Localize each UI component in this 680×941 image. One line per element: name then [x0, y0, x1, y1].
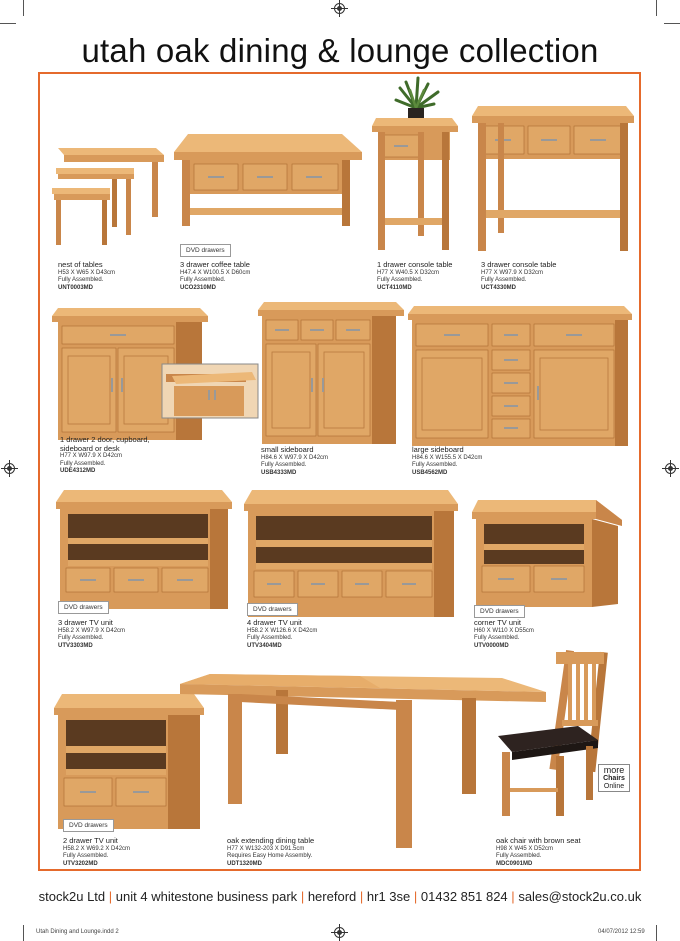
product-caption — [58, 261, 115, 292]
registration-mark-icon — [4, 463, 15, 474]
product-dimensions: H98 X W45 X D52cm — [496, 845, 554, 852]
product-code: UTV3202MD — [63, 860, 98, 867]
registration-mark-icon — [334, 3, 345, 14]
assembly-note: Fully Assembled. — [58, 277, 104, 283]
crop-mark — [664, 23, 680, 24]
separator: | — [359, 889, 364, 904]
single-drawer-console-image — [372, 118, 458, 250]
dvd-drawers-tag: DVD drawers — [474, 605, 525, 618]
product-caption — [180, 261, 250, 292]
coffee-table-image — [172, 132, 364, 232]
product-code: UNT0003MD — [58, 284, 94, 291]
product-dimensions: H77 X W97.9 X D32cm — [481, 269, 544, 276]
product-dimensions: H60 X W110 X D55cm — [474, 627, 534, 634]
corner-tv-unit-image — [472, 500, 622, 610]
product-name: 2 drawer TV unit — [63, 836, 118, 845]
assembly-note: Fully Assembled. — [180, 277, 226, 283]
product-code: UTV3303MD — [58, 642, 93, 649]
product-name: 3 drawer coffee table — [180, 260, 250, 269]
product-name: nest of tables — [58, 260, 103, 269]
product-name: oak extending dining table — [227, 836, 315, 845]
assembly-note: Fully Assembled. — [412, 462, 458, 468]
product-name: 3 drawer TV unit — [58, 618, 113, 627]
dvd-drawers-tag: DVD drawers — [180, 244, 231, 257]
product-code: USB4333MD — [261, 469, 297, 476]
assembly-note: Fully Assembled. — [63, 853, 109, 859]
assembly-note: Requires Easy Home Assembly. — [227, 853, 313, 859]
assembly-note: Fully Assembled. — [377, 277, 423, 283]
assembly-note: Fully Assembled. — [474, 635, 520, 641]
product-caption — [261, 446, 328, 477]
crop-mark — [23, 925, 24, 941]
product-dimensions: H77 X W97.9 X D42cm — [60, 453, 123, 459]
product-dimensions: H53 X W65 X D43cm — [58, 269, 116, 276]
product-dimensions: H58.2 X W69.2 X D42cm — [63, 845, 131, 852]
four-drawer-tv-unit-image — [244, 490, 458, 620]
product-caption — [247, 619, 317, 650]
oak-chair-image — [494, 648, 610, 820]
assembly-note: Fully Assembled. — [247, 635, 293, 641]
product-code: UCO2310MD — [180, 284, 217, 291]
three-drawer-console-image — [472, 106, 634, 252]
product-code: MDC0901MD — [496, 860, 533, 867]
product-name-line1: 1 drawer 2 door, cupboard, — [60, 435, 150, 444]
product-caption — [412, 446, 482, 477]
assembly-note: Fully Assembled. — [496, 853, 542, 859]
product-caption — [227, 837, 314, 868]
nest-of-tables-image — [52, 140, 167, 250]
separator: | — [511, 889, 515, 904]
product-dimensions: H77 X W40.5 X D32cm — [377, 269, 440, 276]
product-code: UDE4312MD — [60, 468, 96, 474]
large-sideboard-image — [408, 306, 632, 448]
assembly-note: Fully Assembled. — [60, 460, 106, 467]
product-name: 3 drawer console table — [481, 260, 557, 269]
product-caption — [474, 619, 534, 650]
contact-footer — [0, 889, 680, 904]
dvd-drawers-tag: DVD drawers — [247, 603, 298, 616]
product-dimensions: H84.6 X W97.9 X D42cm — [261, 454, 329, 461]
product-name: corner TV unit — [474, 618, 521, 627]
small-sideboard-image — [258, 302, 404, 446]
product-code: UCT4330MD — [481, 284, 517, 291]
assembly-note: Fully Assembled. — [261, 462, 307, 468]
crop-mark — [0, 23, 16, 24]
product-name: oak chair with brown seat — [496, 836, 581, 845]
product-code: UDT1320MD — [227, 860, 263, 867]
crop-mark — [656, 925, 657, 941]
product-code: USB4562MD — [412, 469, 448, 476]
product-name: small sideboard — [261, 445, 314, 454]
assembly-note: Fully Assembled. — [58, 635, 104, 641]
product-dimensions: H47.4 X W100.5 X D60cm — [180, 269, 251, 276]
company-name: stock2u Ltd — [38, 889, 106, 904]
dvd-drawers-tag: DVD drawers — [58, 601, 109, 614]
address: unit 4 whitestone business park — [115, 889, 298, 904]
product-caption — [60, 436, 150, 476]
print-slug-filename: Utah Dining and Lounge.indd 2 — [36, 929, 119, 935]
product-name-line2: sideboard or desk — [60, 443, 120, 453]
separator: | — [413, 889, 418, 904]
extending-dining-table-image — [180, 668, 548, 850]
print-slug-date: 04/07/2012 12:59 — [598, 929, 645, 935]
online-label: Online — [603, 782, 625, 790]
product-name: 1 drawer console table — [377, 260, 453, 269]
assembly-note: Fully Assembled. — [481, 277, 527, 283]
product-caption — [63, 837, 130, 868]
registration-mark-icon — [334, 927, 345, 938]
more-label: more — [603, 765, 625, 775]
product-dimensions: H77 X W132-203 X D91.5cm — [227, 845, 305, 852]
page-title: utah oak dining & lounge collection — [81, 32, 599, 69]
separator: | — [300, 889, 305, 904]
product-name: large sideboard — [412, 445, 464, 454]
phone-number: 01432 851 824 — [420, 889, 508, 904]
product-dimensions: H84.6 X W155.5 X D42cm — [412, 454, 483, 461]
chairs-label: Chairs — [603, 775, 625, 782]
product-dimensions: H58.2 X W97.9 X D42cm — [58, 627, 126, 634]
product-code: UTV0000MD — [474, 642, 509, 649]
product-caption — [58, 619, 125, 650]
crop-mark — [656, 0, 657, 16]
email-address[interactable]: sales@stock2u.co.uk — [518, 889, 642, 904]
separator: | — [108, 889, 113, 904]
town: hereford — [307, 889, 357, 904]
product-caption — [481, 261, 556, 292]
dvd-drawers-tag: DVD drawers — [63, 819, 114, 832]
product-code: UTV3404MD — [247, 642, 282, 649]
desk-inset-image — [162, 364, 258, 418]
product-dimensions: H58.2 X W126.6 X D42cm — [247, 627, 318, 634]
registration-mark-icon — [665, 463, 676, 474]
product-code: UCT4110MD — [377, 284, 412, 291]
postcode: hr1 3se — [366, 889, 411, 904]
product-caption — [377, 261, 452, 292]
crop-mark — [23, 0, 24, 16]
more-chairs-online-badge[interactable] — [598, 764, 630, 792]
product-caption — [496, 837, 581, 868]
product-name: 4 drawer TV unit — [247, 618, 302, 627]
three-drawer-tv-unit-image — [56, 490, 232, 612]
